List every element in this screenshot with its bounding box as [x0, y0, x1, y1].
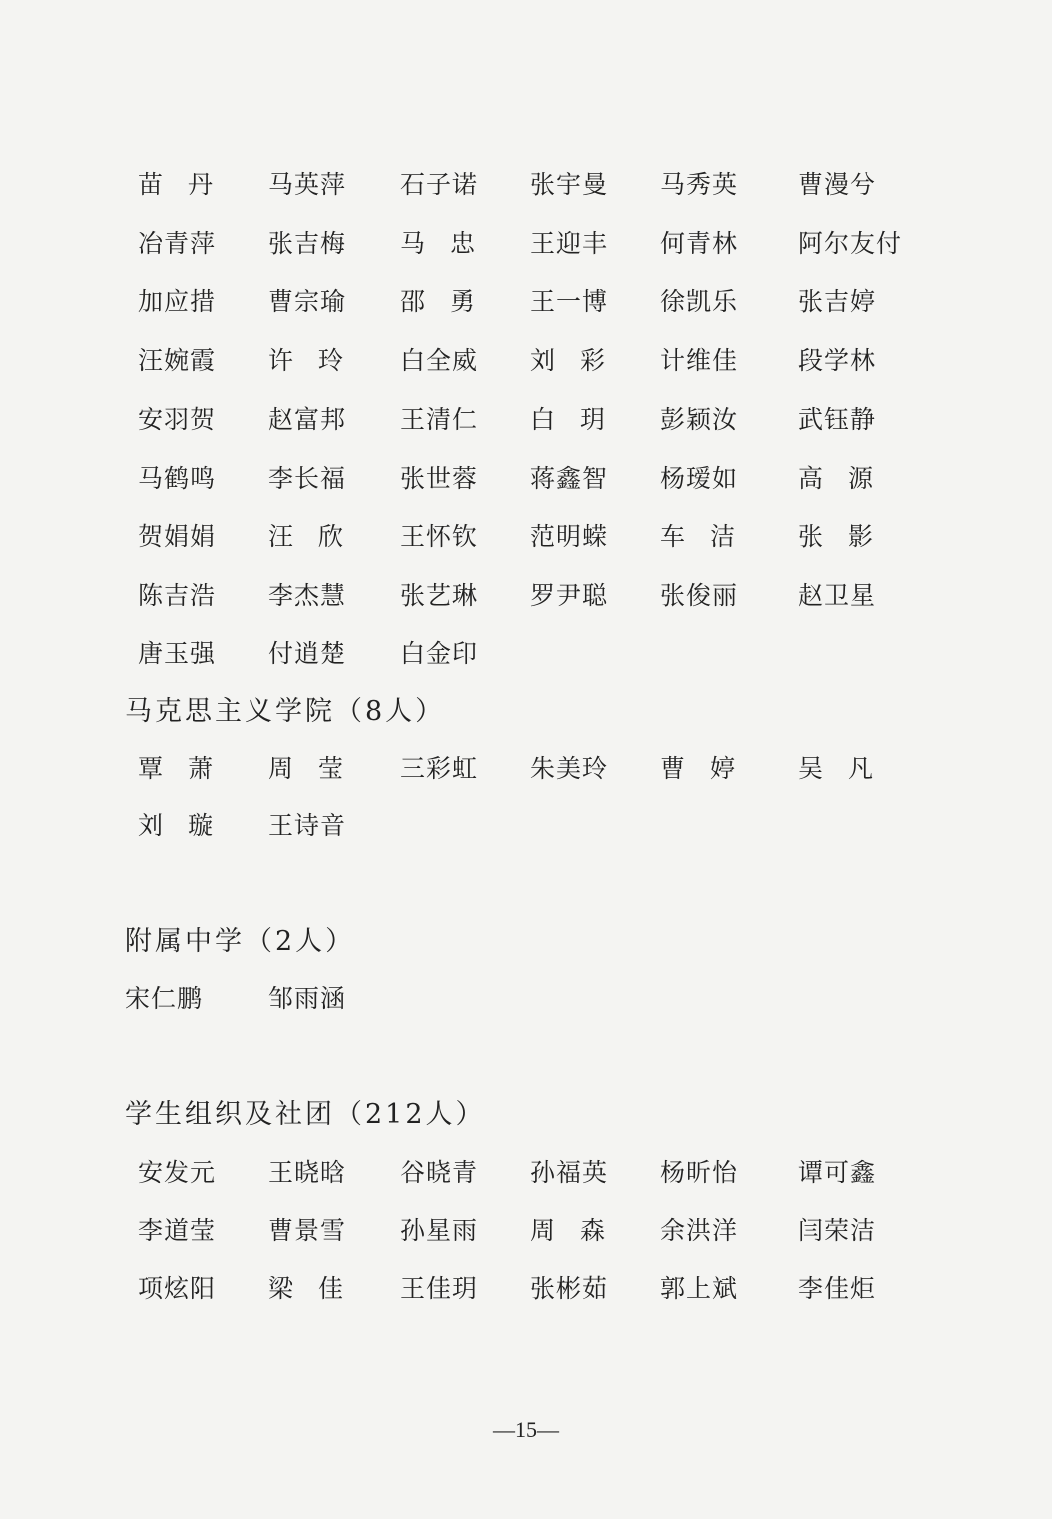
person-name: 王晓晗 — [268, 1158, 347, 1187]
name-row — [0, 167, 1052, 211]
person-name: 周 森 — [530, 1216, 606, 1245]
person-name: 阿尔友付 — [798, 229, 903, 258]
section-heading-marxism: 马克思主义学院（8人） — [125, 696, 446, 727]
person-name: 高 源 — [798, 464, 874, 493]
person-name: 段学林 — [798, 346, 877, 375]
person-name: 余洪洋 — [660, 1216, 739, 1245]
person-name: 张彬茹 — [530, 1274, 609, 1303]
name-row — [0, 402, 1052, 446]
person-name: 白全威 — [400, 346, 479, 375]
person-name: 孙福英 — [530, 1158, 609, 1187]
person-name: 徐凯乐 — [660, 287, 739, 316]
person-name: 李杰慧 — [268, 581, 347, 610]
name-row — [0, 636, 1052, 680]
person-name: 张吉婷 — [798, 287, 877, 316]
person-name: 宋仁鹏 — [125, 984, 204, 1013]
person-name: 郭上斌 — [660, 1274, 739, 1303]
person-name: 曹 婷 — [660, 754, 736, 783]
person-name: 吴 凡 — [798, 754, 874, 783]
section-heading-high-school: 附属中学（2人） — [125, 926, 356, 957]
person-name: 邹雨涵 — [268, 984, 347, 1013]
person-name: 范明蝾 — [530, 522, 609, 551]
person-name: 杨瑷如 — [660, 464, 739, 493]
person-name: 谷晓青 — [400, 1158, 479, 1187]
person-name: 朱美玲 — [530, 754, 609, 783]
person-name: 周 莹 — [268, 754, 344, 783]
person-name: 孙星雨 — [400, 1216, 479, 1245]
name-row — [0, 461, 1052, 505]
person-name: 项炫阳 — [138, 1274, 217, 1303]
person-name: 蒋鑫智 — [530, 464, 609, 493]
person-name: 武钰静 — [798, 405, 877, 434]
person-name: 马秀英 — [660, 170, 739, 199]
name-row — [0, 519, 1052, 563]
name-row — [0, 226, 1052, 270]
person-name: 王诗音 — [268, 811, 347, 840]
name-row — [0, 751, 1052, 795]
person-name: 李道莹 — [138, 1216, 217, 1245]
person-name: 白 玥 — [530, 405, 606, 434]
person-name: 李长福 — [268, 464, 347, 493]
page-number: —15— — [493, 1417, 559, 1442]
person-name: 曹漫兮 — [798, 170, 877, 199]
person-name: 白金印 — [400, 639, 479, 668]
person-name: 苗 丹 — [138, 170, 214, 199]
person-name: 闫荣洁 — [798, 1216, 877, 1245]
person-name: 张宇曼 — [530, 170, 609, 199]
person-name: 陈吉浩 — [138, 581, 217, 610]
person-name: 梁 佳 — [268, 1274, 344, 1303]
person-name: 马 忠 — [400, 229, 476, 258]
person-name: 王迎丰 — [530, 229, 609, 258]
person-name: 王怀钦 — [400, 522, 479, 551]
person-name: 谭可鑫 — [798, 1158, 877, 1187]
name-row — [0, 981, 1052, 1025]
person-name: 张吉梅 — [268, 229, 347, 258]
person-name: 许 玲 — [268, 346, 344, 375]
person-name: 杨昕怡 — [660, 1158, 739, 1187]
person-name: 加应措 — [138, 287, 217, 316]
person-name: 冶青萍 — [138, 229, 217, 258]
person-name: 何青林 — [660, 229, 739, 258]
person-name: 石子诺 — [400, 170, 479, 199]
person-name: 马英萍 — [268, 170, 347, 199]
person-name: 曹景雪 — [268, 1216, 347, 1245]
person-name: 覃 萧 — [138, 754, 214, 783]
person-name: 王清仁 — [400, 405, 479, 434]
name-row — [0, 284, 1052, 328]
person-name: 张 影 — [798, 522, 874, 551]
name-row — [0, 343, 1052, 387]
person-name: 刘 璇 — [138, 811, 214, 840]
person-name: 汪婉霞 — [138, 346, 217, 375]
person-name: 罗尹聪 — [530, 581, 609, 610]
person-name: 王一博 — [530, 287, 609, 316]
name-row — [0, 1213, 1052, 1257]
person-name: 汪 欣 — [268, 522, 344, 551]
person-name: 安发元 — [138, 1158, 217, 1187]
person-name: 张世蓉 — [400, 464, 479, 493]
person-name: 车 洁 — [660, 522, 736, 551]
person-name: 贺娟娟 — [138, 522, 217, 551]
person-name: 马鹤鸣 — [138, 464, 217, 493]
name-row — [0, 578, 1052, 622]
person-name: 三彩虹 — [400, 754, 479, 783]
person-name: 王佳玥 — [400, 1274, 479, 1303]
person-name: 赵卫星 — [798, 581, 877, 610]
name-row — [0, 1271, 1052, 1315]
section-heading-student-orgs: 学生组织及社团（212人） — [125, 1099, 486, 1130]
person-name: 张艺琳 — [400, 581, 479, 610]
person-name: 安羽贺 — [138, 405, 217, 434]
name-row — [0, 1155, 1052, 1199]
person-name: 曹宗瑜 — [268, 287, 347, 316]
person-name: 付逍楚 — [268, 639, 347, 668]
person-name: 刘 彩 — [530, 346, 606, 375]
name-row — [0, 808, 1052, 852]
person-name: 计维佳 — [660, 346, 739, 375]
person-name: 唐玉强 — [138, 639, 217, 668]
person-name: 彭颖汝 — [660, 405, 739, 434]
person-name: 张俊丽 — [660, 581, 739, 610]
person-name: 邵 勇 — [400, 287, 476, 316]
person-name: 赵富邦 — [268, 405, 347, 434]
person-name: 李佳炬 — [798, 1274, 877, 1303]
